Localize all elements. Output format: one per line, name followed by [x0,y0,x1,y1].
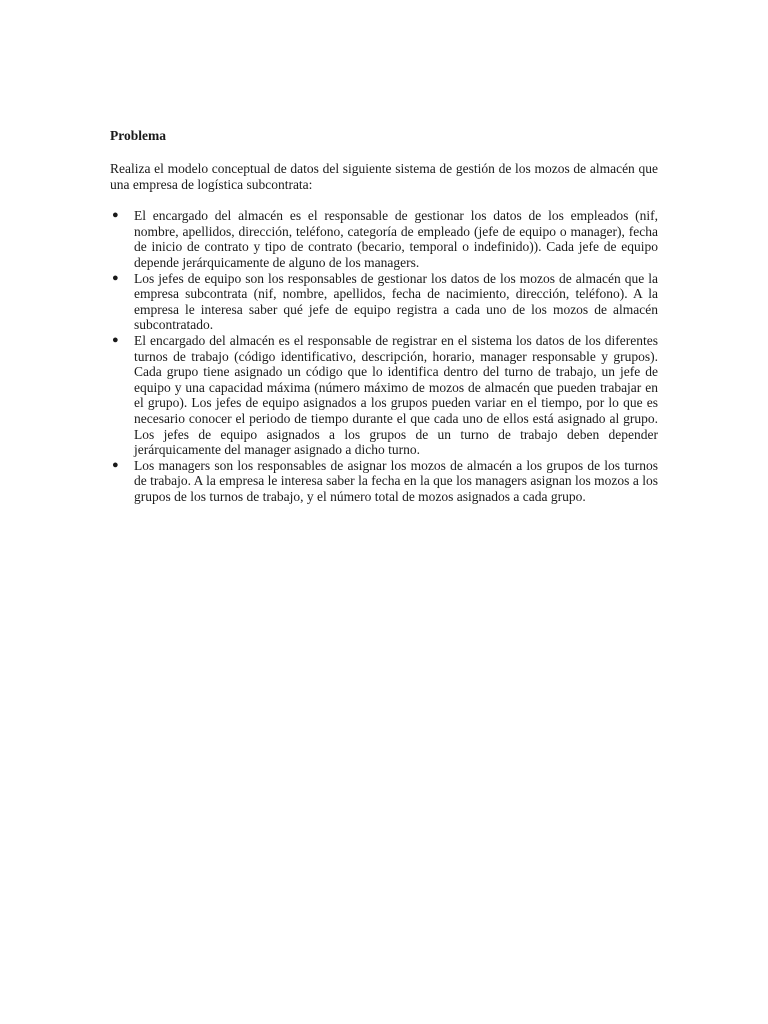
list-item-text: El encargado del almacén es el responsable de gestionar los datos de los empleados (nif, nombre, apellidos, dirección, teléfono, categoría de empleado (jefe de equipo o manager), fecha de inicio de contrato y tipo de contrato (becario, temporal o indefinido)). Cada jefe de equipo depende jerárquicamente de alguno de los managers. [134,208,658,270]
bullet-icon: ● [112,209,119,222]
list-item [110,208,658,270]
requirements-list [110,208,658,504]
list-item [110,458,658,505]
document-page [110,128,658,504]
document-title: Problema [110,128,166,143]
intro-paragraph: Realiza el modelo conceptual de datos del siguiente sistema de gestión de los mozos de almacén que una empresa de logística subcontrata: [110,161,658,192]
list-item-text: Los jefes de equipo son los responsables de gestionar los datos de los mozos de almacén que la empresa subcontrata (nif, nombre, apellidos, fecha de nacimiento, dirección, teléfono). A la empresa le interesa saber qué jefe de equipo registra a cada uno de los mozos de almacén subcontratado. [134,270,658,333]
list-item [110,271,658,333]
bullet-icon: ● [112,333,119,346]
list-item-text: Los managers son los responsables de asignar los mozos de almacén a los grupos de los turnos de trabajo. A la empresa le interesa saber la fecha en la que los managers asignan los mozos a los grupos de los turnos de trabajo, y el número total de mozos asignados a cada grupo. [134,457,658,504]
bullet-icon: ● [112,271,119,284]
list-item [110,333,658,458]
list-item-text: El encargado del almacén es el responsable de registrar en el sistema los datos de los diferentes turnos de trabajo (código identificativo, descripción, horario, manager responsable y grupos). Cada grupo tiene asignado un código que lo identifica dentro del turno de trabajo, un jefe de equipo y una capacidad máxima (número máximo de mozos de almacén que pueden trabajar en el grupo). Los jefes de equipo asignados a los grupos pueden variar en el tiempo, por lo que es necesario conocer el periodo de tiempo durante el que cada uno de ellos está asignado al grupo. Los jefes de equipo asignados a los grupos de un turno de trabajo deben depender jerárquicamente del manager asignado a dicho turno. [134,332,658,458]
bullet-icon: ● [112,458,119,471]
